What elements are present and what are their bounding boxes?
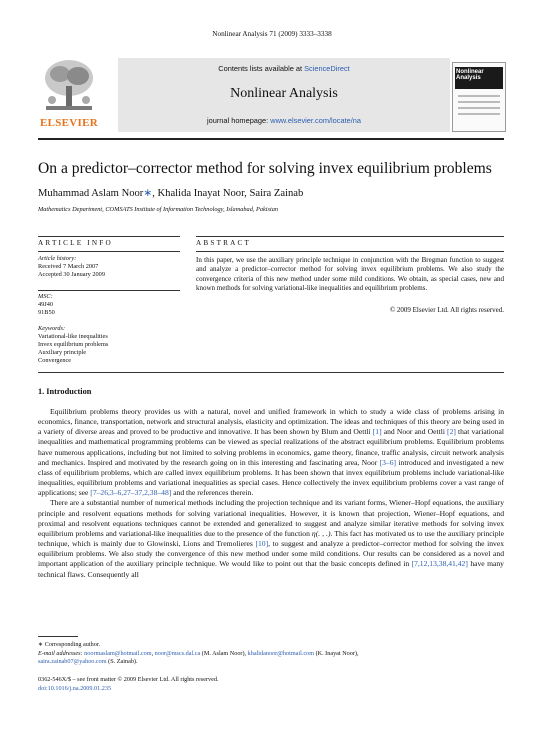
- history-rule: [38, 290, 180, 291]
- front-matter-rule: [38, 372, 504, 373]
- intro-paragraph: There are a substantial number of numerical methods including the projection technique and its variant forms, Wiener–Hopf equations, the auxiliary principle and resolvent equations methods for solving variational inequalities. However, it is known that projection, Wiener–Hopf equations, and proximal and resolvent equations techniques cannot be extended and generalized to suggest and analyze similar iterative methods for solving invex equilibrium problems and variational-like inequalities due to the presence of the function η(. , .). This fact has motivated us to use the auxiliary principle technique, which is mainly due to Glowinski, Lions and Tremolieres [10], to suggest and analyze a predictor–corrector method for solving the invex equilibrium problems. We also study the convergence of this new method under some mild conditions. Our results can be considered as a novel and important application of the auxiliary principle technique. We would like to point out that the basic concepts defined in [7,12,13,38,41,42] have many technical flaws. Consequently all: [38, 498, 504, 579]
- contents-line: Contents lists available at ScienceDirect: [218, 64, 350, 73]
- citation-link[interactable]: [2]: [447, 427, 456, 437]
- intro-paragraph: Equilibrium problems theory provides us with a natural, novel and unified framework in which to study a wide class of problems arising in economics, finance, transportation, network and structural analysis, elasticity and optimization. The ideas and techniques of this theory are being used in a variety of diverse areas and proved to be productive and innovative. It has been shown by Blum and Oettli [1] and Noor and Oettli [2] that variational inequalities and mathematical programming problems can be viewed as special realizations of the abstract equilibrium problems. Equilibrium problems have numerous applications, including but not limited to solving problems in economics, game theory, finance, traffic analysis, circuit network analysis and mechanics. Inspired and motivated by the research going on in this interesting and fascinating area, Noor [3–6] introduced and investigated a new class of equilibrium problems, which are called invex equilibrium problems. It has been shown that invex equilibrium problems include variational-like inequalities, equilibrium problems and variational inequalities as special cases. Hence collectively the invex equilibrium problems cover a vast range of applications; see [7–26,3–6,27–37,2,38–48] and the references therein.: [38, 407, 504, 498]
- homepage-link[interactable]: www.elsevier.com/locate/na: [270, 116, 362, 125]
- issn-line: 0362-546X/$ – see front matter © 2009 Elsevier Ltd. All rights reserved.: [38, 676, 219, 683]
- footnote-rule: [38, 636, 78, 637]
- journal-homepage: journal homepage: www.elsevier.com/locate/na: [206, 116, 362, 125]
- publisher-wordmark: ELSEVIER: [39, 117, 99, 129]
- article-info-heading: ARTICLE INFO: [38, 239, 113, 247]
- doi-link[interactable]: doi:10.1016/j.na.2009.01.235: [38, 685, 112, 692]
- intro-body: [38, 407, 504, 580]
- corresponding-footnote: ∗ Corresponding author.: [38, 641, 101, 648]
- email-link[interactable]: khalidanoor@hotmail.com: [247, 650, 315, 657]
- citation-link[interactable]: [1]: [372, 427, 382, 437]
- citation-link[interactable]: [7,12,13,38,41,42]: [411, 559, 468, 569]
- abstract-heading: ABSTRACT: [196, 239, 252, 247]
- email-link[interactable]: saira.zainab07@yahoo.com: [38, 658, 107, 666]
- abstract-copyright: © 2009 Elsevier Ltd. All rights reserved.: [389, 306, 504, 314]
- affiliation: Mathematics Department, COMSATS Institute of Information Technology, Islamabad, Pakistan: [38, 206, 279, 213]
- abstract-text: In this paper, we use the auxiliary principle technique in conjunction with the Bregman function to suggest and analyze a predictor–corrector method for solving invex equilibrium problems. We also study the convergence criteria of this new method under some mild conditions. We obtain, as special cases, new and known methods for solving variational-like inequalities and equilibrium problems.: [196, 256, 504, 292]
- cover-title: Nonlinear Analysis: [456, 69, 484, 81]
- citation-link[interactable]: [7–26,3–6,27–37,2,38–48]: [90, 488, 172, 498]
- citation-link[interactable]: [10]: [255, 539, 269, 549]
- msc-codes: MSC: 49J40 91B50: [38, 293, 55, 317]
- citation-link[interactable]: [3–6]: [379, 457, 397, 467]
- header-rule: [38, 138, 504, 140]
- keywords: Keywords: Variational-like inequalities Invex equilibrium problems Auxiliary principle Convergence: [38, 325, 109, 365]
- article-info-rule-top: [38, 236, 180, 237]
- journal-reference: Nonlinear Analysis 71 (2009) 3333–3338: [212, 30, 332, 38]
- corresponding-author-marker[interactable]: ∗: [143, 188, 153, 199]
- article-info-rule: [38, 251, 180, 252]
- author-list: Muhammad Aslam Noor∗, Khalida Inayat Noor, Saira Zainab: [38, 188, 304, 199]
- paper-title: On a predictor–corrector method for solving invex equilibrium problems: [38, 160, 492, 177]
- email-footnote: E-mail addresses: noormaslam@hotmail.com, noor@mscs.dal.ca (M. Aslam Noor), khalidanoor@hotmail.com (K. Inayat Noor), saira.zainab07@yahoo.com (S. Zainab).: [38, 650, 359, 666]
- journal-cover-thumbnail: [452, 62, 506, 132]
- email-link[interactable]: noormaslam@hotmail.com: [84, 650, 152, 657]
- sciencedirect-link[interactable]: ScienceDirect: [304, 64, 350, 73]
- abstract-rule: [196, 251, 504, 252]
- article-history: Article history: Received 7 March 2007 Accepted 30 January 2009: [38, 255, 105, 279]
- abstract-rule-top: [196, 236, 504, 237]
- section-heading: 1. Introduction: [38, 387, 92, 396]
- email-link[interactable]: noor@mscs.dal.ca: [154, 650, 201, 657]
- journal-title: Nonlinear Analysis: [230, 86, 338, 101]
